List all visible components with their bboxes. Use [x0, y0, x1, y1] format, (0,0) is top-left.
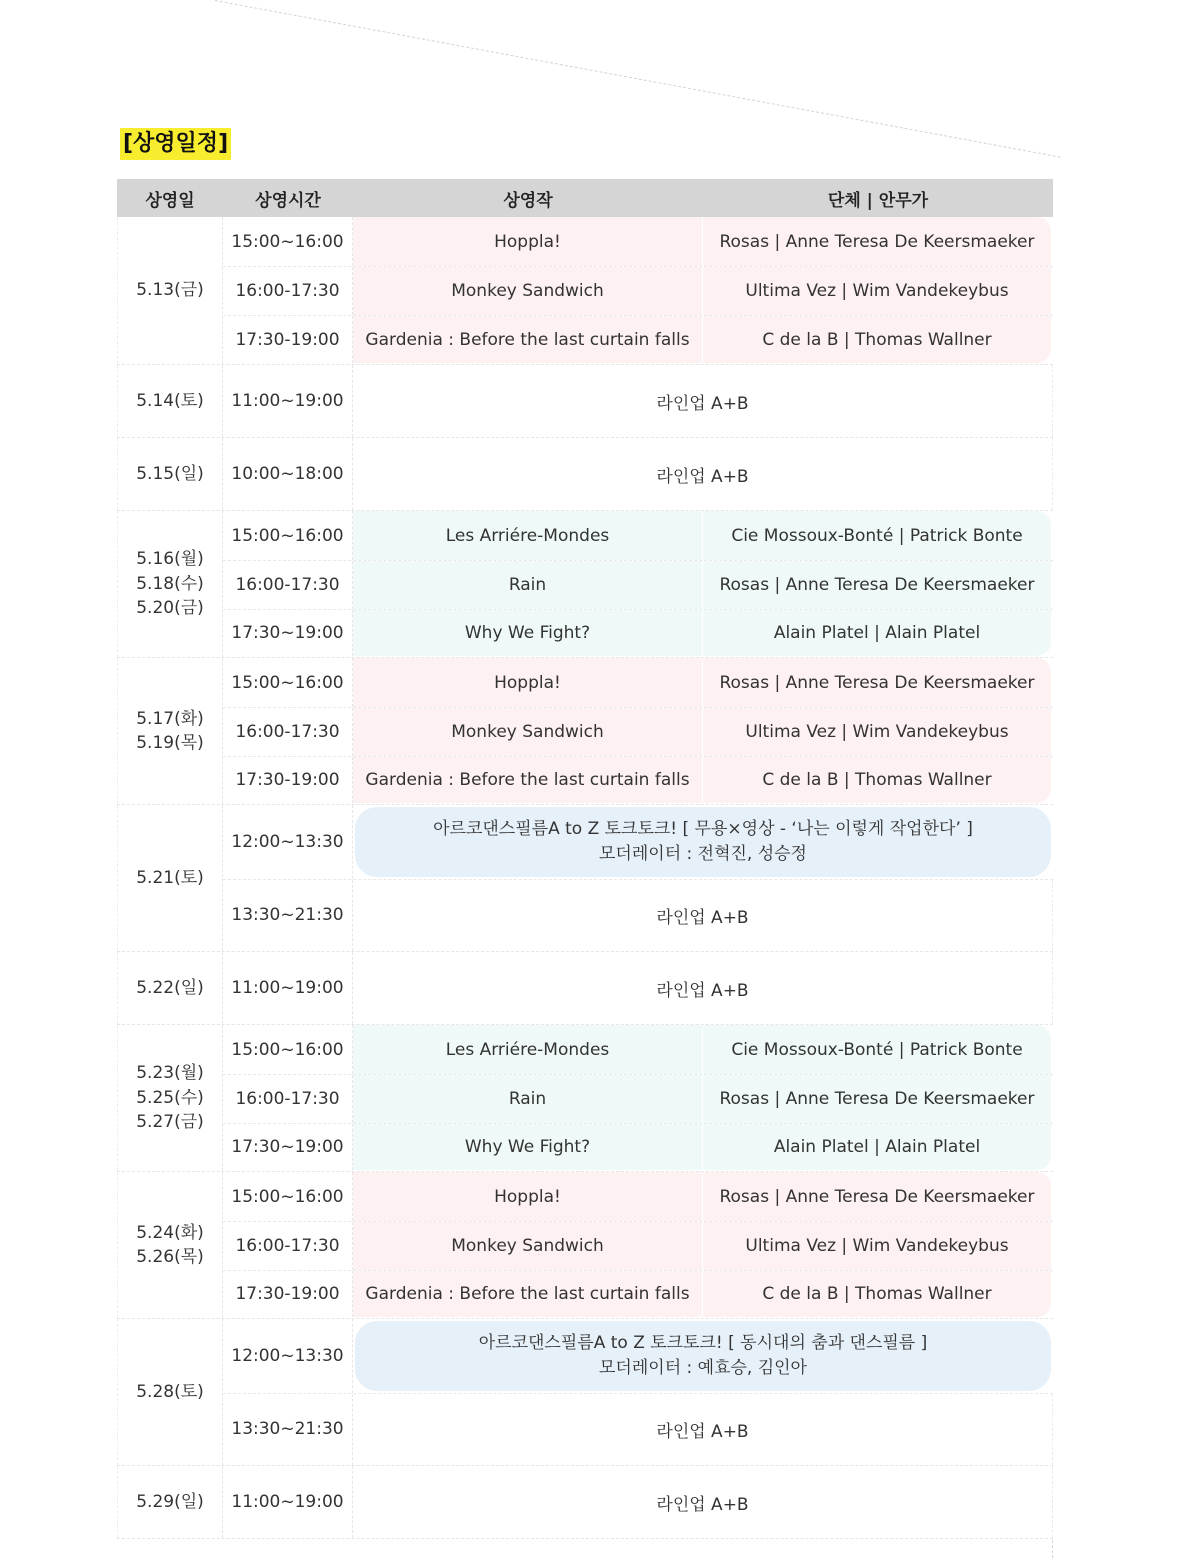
- date-label: 5.27(금): [136, 1112, 204, 1133]
- header-time: 상영시간: [255, 190, 321, 211]
- time-cell: 17:30~19:00: [223, 610, 353, 656]
- lineup-cell: 라인업 A+B: [353, 438, 1053, 510]
- schedule-group: [117, 438, 1053, 511]
- table-row: [223, 1319, 1053, 1393]
- schedule-table: [117, 179, 1053, 1539]
- table-row: [223, 805, 1053, 879]
- table-row: [223, 707, 1053, 756]
- group-cell: Cie Mossoux-Bonté | Patrick Bonte: [703, 1025, 1051, 1074]
- title-cell: Gardenia : Before the last curtain falls: [353, 316, 703, 363]
- date-label: 5.29(일): [136, 1491, 204, 1512]
- time-cell: 17:30-19:00: [223, 1271, 353, 1317]
- header-date: 상영일: [145, 190, 195, 211]
- table-row: [223, 1270, 1053, 1317]
- title-cell: Gardenia : Before the last curtain falls: [353, 757, 703, 803]
- group-cell: Rosas | Anne Teresa De Keersmaeker: [703, 1172, 1051, 1221]
- header-group: 단체 | 안무가: [827, 190, 929, 211]
- date-cell: [117, 1025, 223, 1171]
- table-row: [223, 1025, 1053, 1074]
- group-cell: Alain Platel | Alain Platel: [703, 1124, 1051, 1170]
- date-cell: [117, 805, 223, 951]
- schedule-group: [117, 805, 1053, 952]
- date-label: 5.15(일): [136, 463, 204, 484]
- lineup-cell: 라인업 A+B: [353, 952, 1053, 1024]
- time-cell: 15:00~16:00: [223, 1025, 353, 1074]
- group-cell: Ultima Vez | Wim Vandekeybus: [703, 267, 1051, 315]
- table-row: [223, 217, 1053, 266]
- date-label: 5.23(월): [136, 1063, 204, 1084]
- title-cell: Hoppla!: [353, 658, 703, 707]
- table-row: [223, 438, 1053, 510]
- table-header: [117, 179, 1053, 217]
- date-label: 5.21(토): [136, 867, 204, 888]
- table-row: [223, 560, 1053, 609]
- schedule-group: [117, 1466, 1053, 1539]
- schedule-group: [117, 1025, 1053, 1172]
- header-title: 상영작: [503, 190, 553, 211]
- table-row: [223, 1074, 1053, 1123]
- date-label: 5.17(화): [136, 708, 204, 729]
- table-row: [223, 1123, 1053, 1170]
- time-cell: 12:00~13:30: [223, 805, 353, 879]
- date-cell: [117, 511, 223, 657]
- title-cell: Rain: [353, 1075, 703, 1123]
- talk-title: 아르코댄스필름A to Z 토크토크! [ 무용×영상 - ‘나는 이렇게 작업한다’ ]: [433, 818, 973, 839]
- schedule-group: [117, 1319, 1053, 1466]
- time-cell: 17:30-19:00: [223, 757, 353, 803]
- talk-moderators: 모더레이터 : 전혁진, 성승정: [599, 843, 807, 864]
- time-cell: 13:30~21:30: [223, 1394, 353, 1466]
- date-cell: [117, 952, 223, 1024]
- time-cell: 16:00-17:30: [223, 267, 353, 315]
- table-row: [223, 315, 1053, 363]
- group-cell: Rosas | Anne Teresa De Keersmaeker: [703, 658, 1051, 707]
- title-cell: Monkey Sandwich: [353, 708, 703, 756]
- group-cell: Cie Mossoux-Bonté | Patrick Bonte: [703, 511, 1051, 560]
- date-cell: [117, 217, 223, 364]
- date-label: 5.14(토): [136, 390, 204, 411]
- table-row: [223, 365, 1053, 437]
- title-cell: Why We Fight?: [353, 610, 703, 656]
- date-label: 5.18(수): [136, 573, 204, 594]
- lineup-cell: 라인업 A+B: [353, 1466, 1053, 1538]
- table-row: [223, 879, 1053, 952]
- schedule-group: [117, 365, 1053, 438]
- time-cell: 15:00~16:00: [223, 1172, 353, 1221]
- table-row: [223, 266, 1053, 315]
- talk-session-cell: [355, 1321, 1051, 1391]
- group-cell: C de la B | Thomas Wallner: [703, 1271, 1051, 1317]
- date-label: 5.24(화): [136, 1222, 204, 1243]
- time-cell: 10:00~18:00: [223, 438, 353, 510]
- date-label: 5.28(토): [136, 1381, 204, 1402]
- title-cell: Monkey Sandwich: [353, 267, 703, 315]
- time-cell: 15:00~16:00: [223, 511, 353, 560]
- schedule-group: [117, 511, 1053, 658]
- table-row: [223, 658, 1053, 707]
- table-row: [223, 511, 1053, 560]
- title-cell: Hoppla!: [353, 1172, 703, 1221]
- title-cell: Les Arriére-Mondes: [353, 511, 703, 560]
- table-row: [223, 1221, 1053, 1270]
- schedule-group: [117, 658, 1053, 805]
- date-label: 5.13(금): [136, 280, 204, 301]
- time-cell: 13:30~21:30: [223, 880, 353, 952]
- time-cell: 16:00-17:30: [223, 708, 353, 756]
- date-cell: [117, 438, 223, 510]
- group-cell: Ultima Vez | Wim Vandekeybus: [703, 1222, 1051, 1270]
- section-title: [상영일정]: [120, 128, 231, 160]
- table-row: [223, 1466, 1053, 1538]
- time-cell: 15:00~16:00: [223, 217, 353, 266]
- date-label: 5.26(목): [136, 1247, 204, 1267]
- group-cell: Ultima Vez | Wim Vandekeybus: [703, 708, 1051, 756]
- time-cell: 16:00-17:30: [223, 1075, 353, 1123]
- time-cell: 17:30~19:00: [223, 1124, 353, 1170]
- schedule-group: [117, 1172, 1053, 1319]
- table-row: [223, 609, 1053, 656]
- title-cell: Why We Fight?: [353, 1124, 703, 1170]
- table-row: [223, 1393, 1053, 1466]
- date-label: 5.22(일): [136, 977, 204, 998]
- title-cell: Gardenia : Before the last curtain falls: [353, 1271, 703, 1317]
- date-cell: [117, 1172, 223, 1318]
- schedule-group: [117, 952, 1053, 1025]
- decorative-dashed-line: [215, 0, 1061, 158]
- group-cell: Alain Platel | Alain Platel: [703, 610, 1051, 656]
- date-label: 5.25(수): [136, 1087, 204, 1108]
- date-cell: [117, 658, 223, 804]
- title-cell: Hoppla!: [353, 217, 703, 266]
- lineup-cell: 라인업 A+B: [353, 1394, 1053, 1466]
- group-cell: C de la B | Thomas Wallner: [703, 316, 1051, 363]
- lineup-cell: 라인업 A+B: [353, 880, 1053, 952]
- lineup-cell: 라인업 A+B: [353, 365, 1053, 437]
- time-cell: 11:00~19:00: [223, 952, 353, 1024]
- date-label: 5.20(금): [136, 598, 204, 619]
- title-cell: Rain: [353, 561, 703, 609]
- date-label: 5.16(월): [136, 549, 204, 570]
- title-cell: Monkey Sandwich: [353, 1222, 703, 1270]
- title-cell: Les Arriére-Mondes: [353, 1025, 703, 1074]
- time-cell: 11:00~19:00: [223, 365, 353, 437]
- date-cell: [117, 365, 223, 437]
- date-cell: [117, 1466, 223, 1538]
- schedule-group: [117, 217, 1053, 365]
- table-row: [223, 1172, 1053, 1221]
- talk-title: 아르코댄스필름A to Z 토크토크! [ 동시대의 춤과 댄스필름 ]: [478, 1332, 928, 1353]
- time-cell: 11:00~19:00: [223, 1466, 353, 1538]
- table-row: [223, 756, 1053, 803]
- talk-moderators: 모더레이터 : 예효승, 김인아: [599, 1357, 807, 1378]
- table-row: [223, 952, 1053, 1024]
- time-cell: 15:00~16:00: [223, 658, 353, 707]
- date-cell: [117, 1319, 223, 1465]
- time-cell: 16:00-17:30: [223, 561, 353, 609]
- group-cell: C de la B | Thomas Wallner: [703, 757, 1051, 803]
- date-label: 5.19(목): [136, 733, 204, 753]
- group-cell: Rosas | Anne Teresa De Keersmaeker: [703, 1075, 1051, 1123]
- group-cell: Rosas | Anne Teresa De Keersmaeker: [703, 217, 1051, 266]
- talk-session-cell: [355, 807, 1051, 877]
- time-cell: 16:00-17:30: [223, 1222, 353, 1270]
- group-cell: Rosas | Anne Teresa De Keersmaeker: [703, 561, 1051, 609]
- time-cell: 12:00~13:30: [223, 1319, 353, 1393]
- time-cell: 17:30-19:00: [223, 316, 353, 363]
